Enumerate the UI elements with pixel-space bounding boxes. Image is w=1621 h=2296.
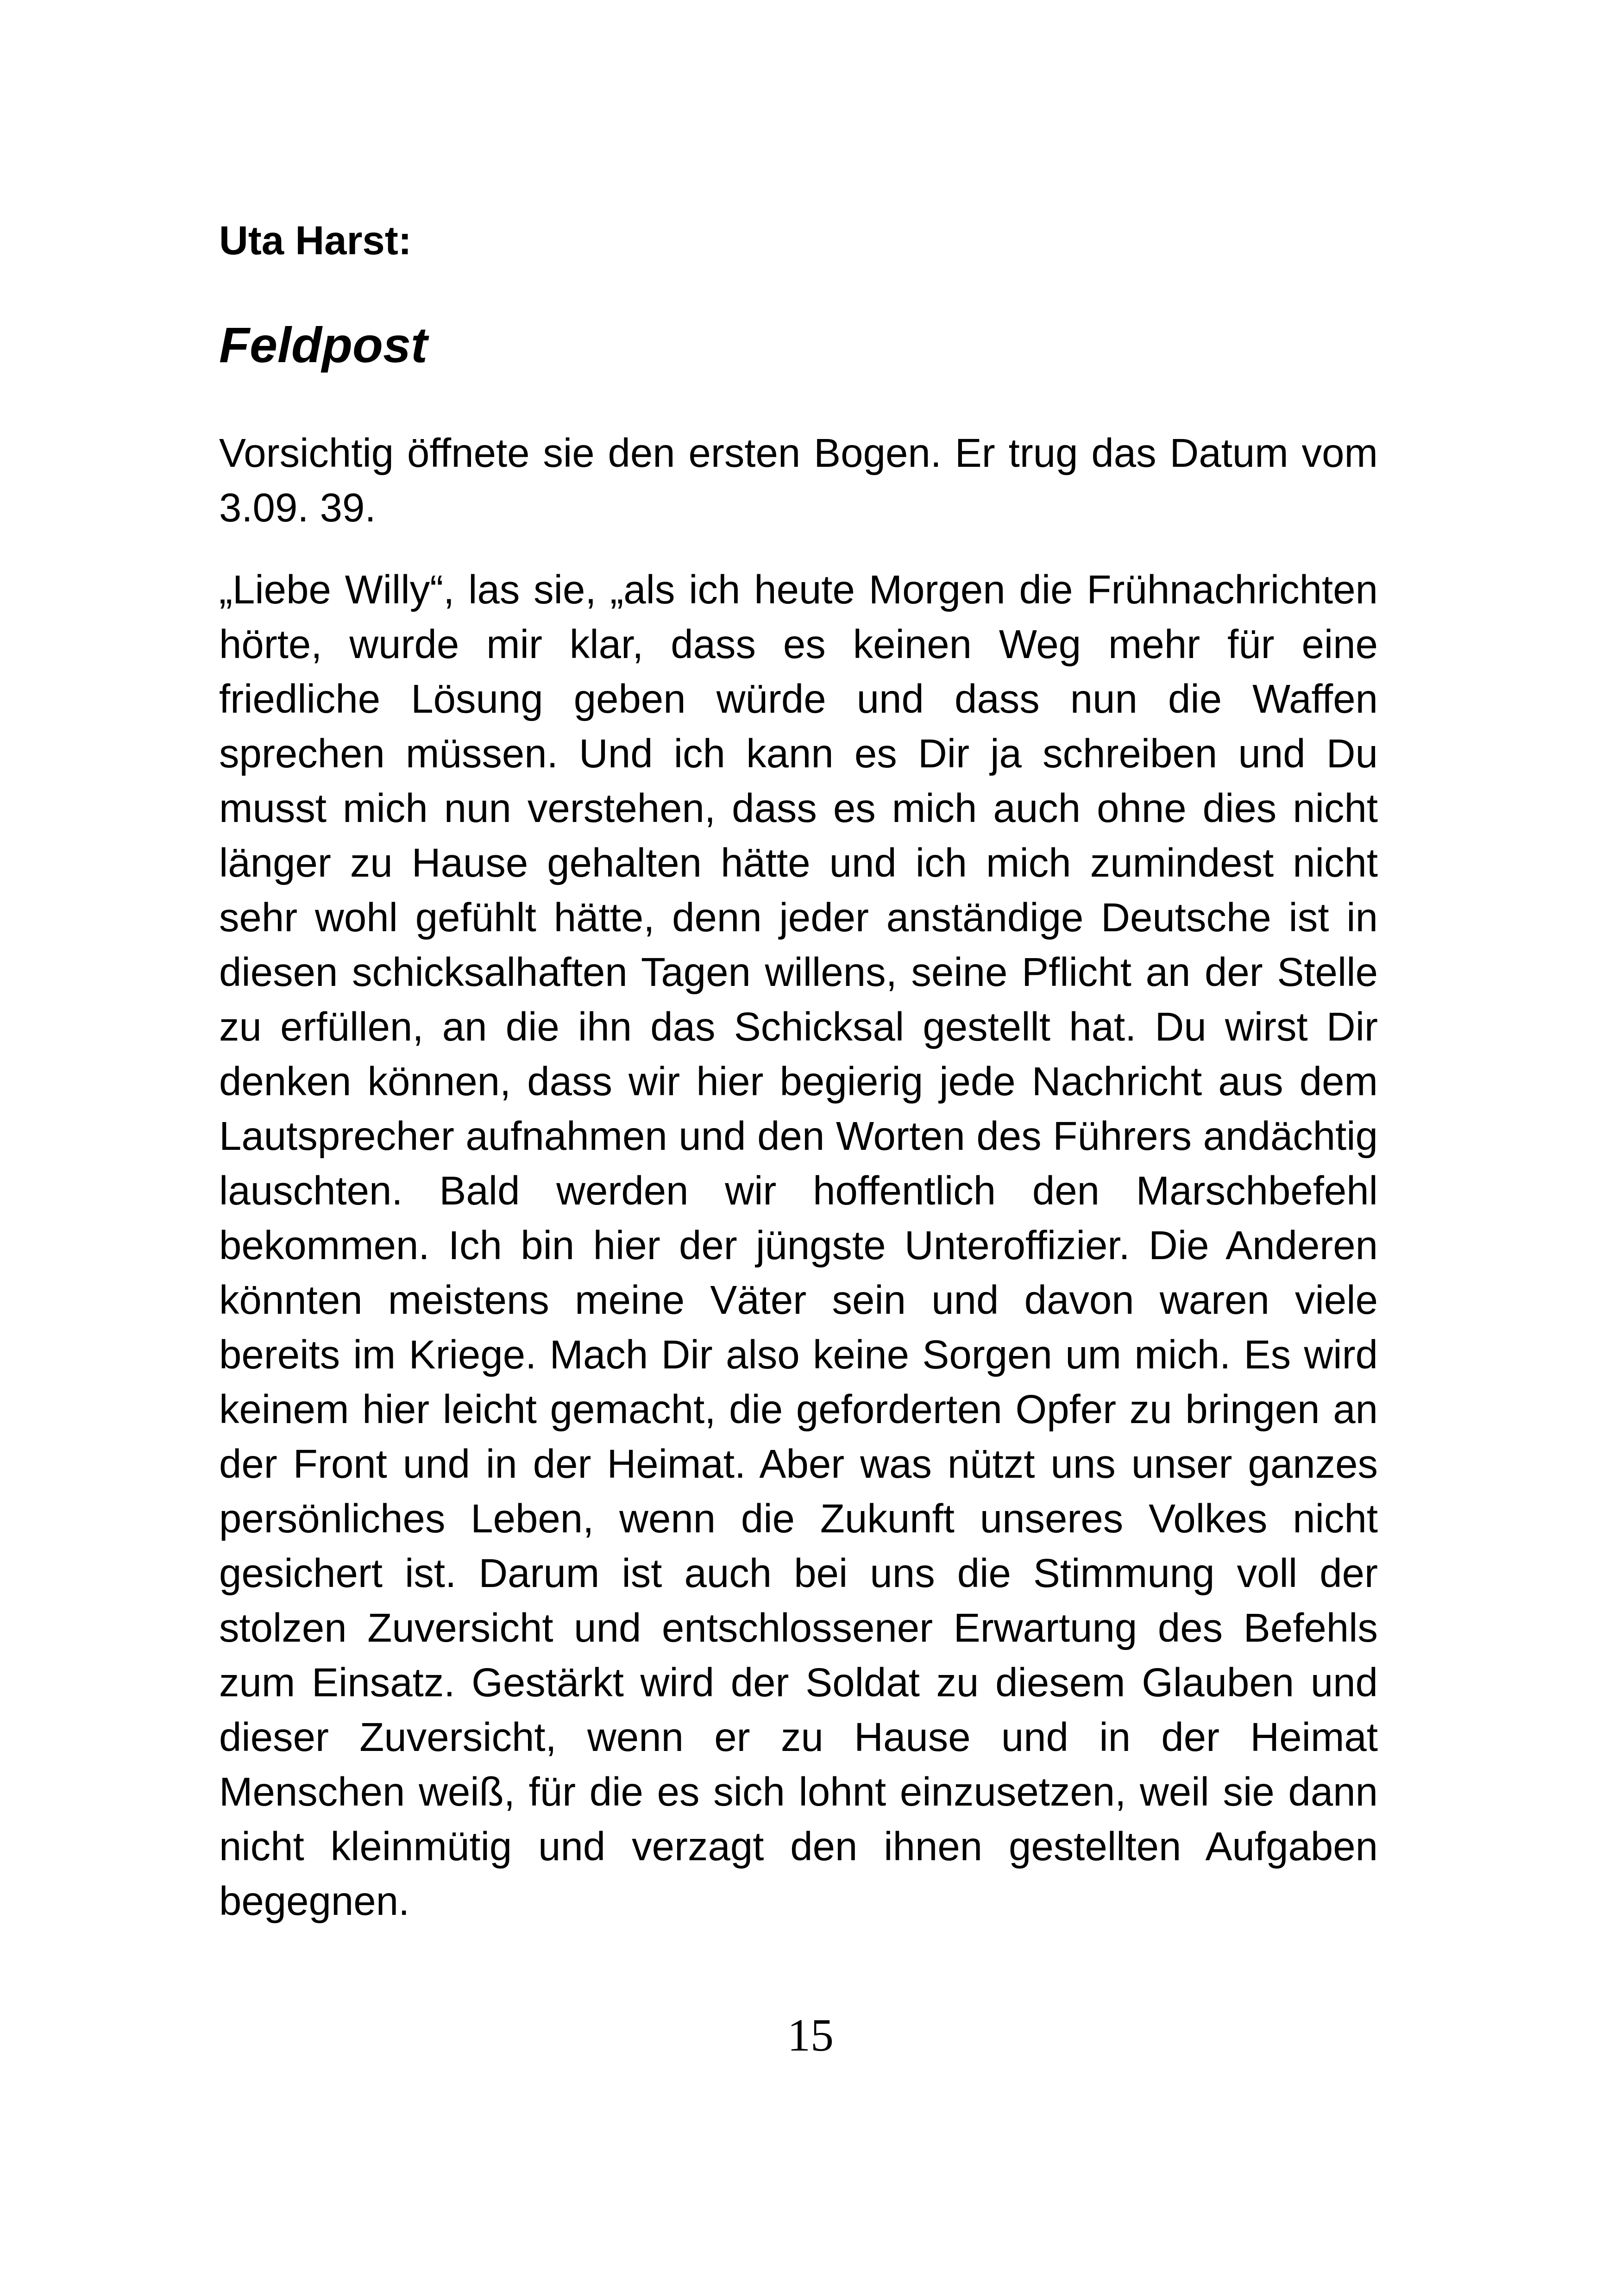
page-number: 15 (787, 2009, 834, 2061)
paragraph-letter: „Liebe Willy“, las sie, „als ich heute Morgen die Frühnachrichten hörte, wurde mir klar, dass es keinen Weg mehr für eine friedliche Lösung geben würde und dass nun die Waffen sprechen müssen. Und ich kann es Dir ja schreiben und Du musst mich nun verstehen, dass es mich auch ohne dies nicht länger zu Hause gehalten hätte und ich mich zumindest nicht sehr wohl gefühlt hätte, denn jeder anständige Deutsche ist in diesen schicksalhaften Tagen willens, seine Pflicht an der Stelle zu erfüllen, an die ihn das Schicksal gestellt hat. Du wirst Dir denken können, dass wir hier begierig jede Nachricht aus dem Lautsprecher aufnahmen und den Worten des Führers andächtig lauschten. Bald werden wir hoffentlich den Marschbefehl bekommen. Ich bin hier der jüngste Unteroffizier. Die Anderen könnten meistens meine Väter sein und davon waren viele bereits im Kriege. Mach Dir also keine Sorgen um mich. Es wird keinem hier leicht gemacht, die geforderten Opfer zu bringen an der Front und in der Heimat. Aber was nützt uns unser ganzes persönliches Leben, wenn die Zukunft unseres Volkes nicht gesichert ist. Darum ist auch bei uns die Stimmung voll der stolzen Zuversicht und entschlossener Erwartung des Befehls zum Einsatz. Gestärkt wird der Soldat zu diesem Glauben und dieser Zuversicht, wenn er zu Hause und in der Heimat Menschen weiß, für die es sich lohnt einzusetzen, weil sie dann nicht kleinmütig und verzagt den ihnen gestellten Aufgaben begegnen. (219, 567, 1378, 1924)
story-body (219, 426, 1378, 1929)
author-name: Uta Harst: (219, 218, 412, 263)
paragraph-opening: Vorsichtig öffnete sie den ersten Bogen. Er trug das Datum vom 3.09. 39. (219, 431, 1378, 530)
story-title: Feldpost (219, 317, 427, 373)
